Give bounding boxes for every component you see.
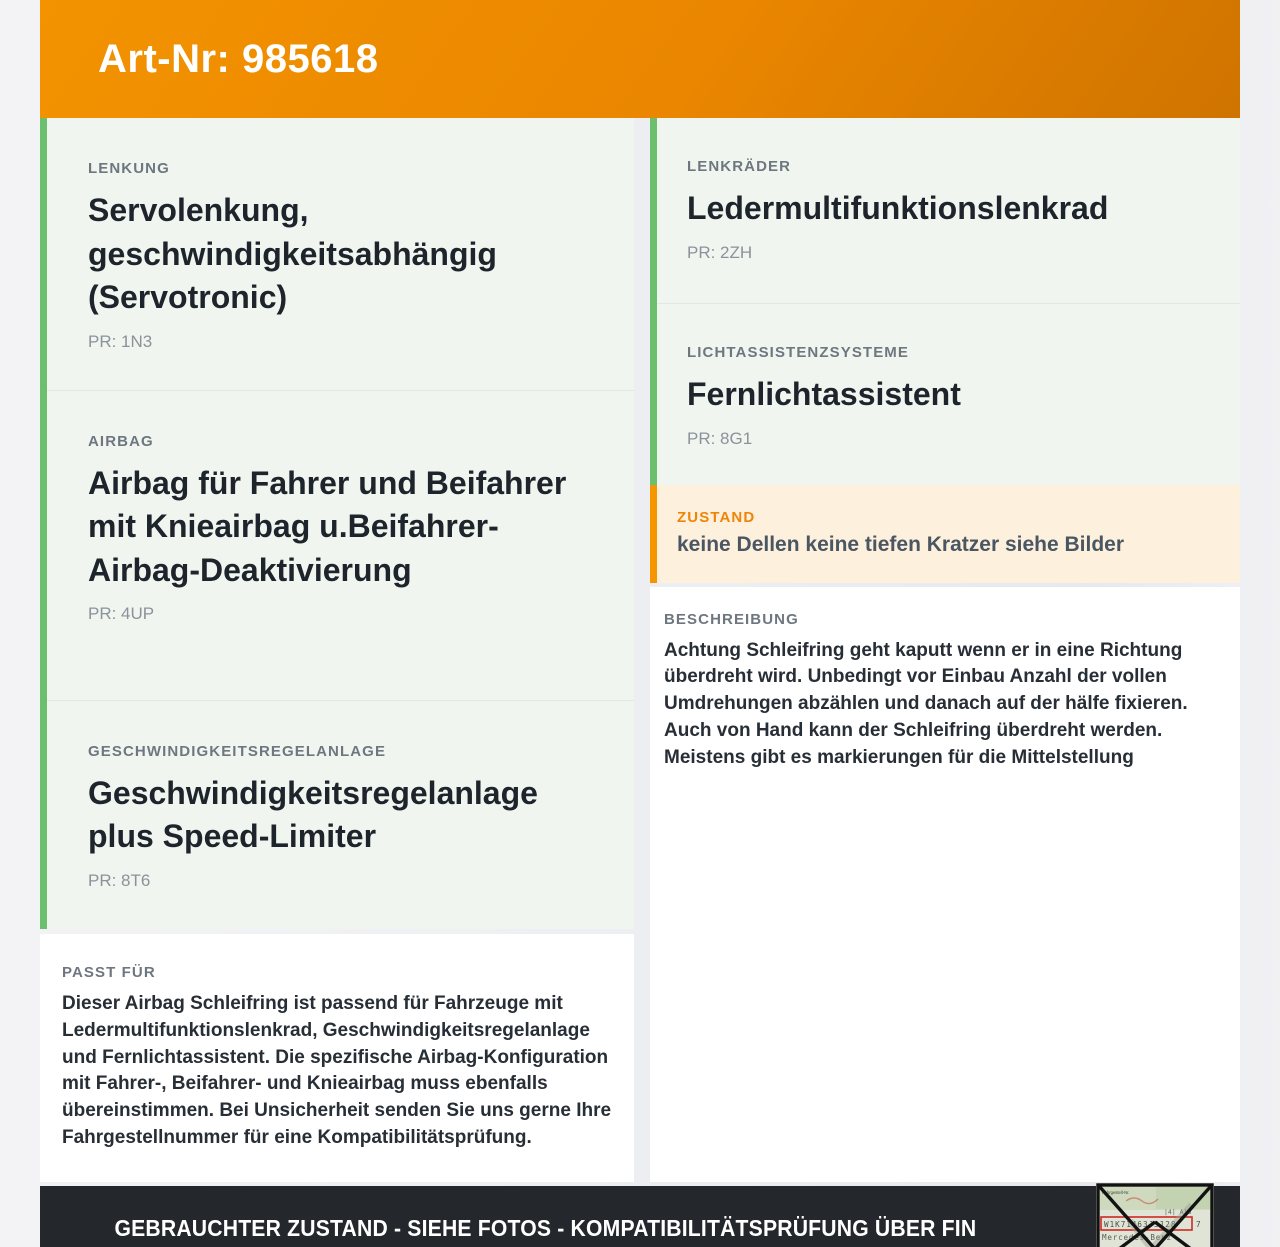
equipment-pr-code: PR: 8G1 xyxy=(687,428,753,448)
content-area xyxy=(40,118,1240,1182)
beschreibung-label: BESCHREIBUNG xyxy=(664,610,799,628)
equipment-category-label: LENKRÄDER xyxy=(687,158,792,175)
equipment-pr-code: PR: 1N3 xyxy=(88,331,153,351)
passt-fuer-text: Dieser Airbag Schleifring ist passend für Fahrzeuge mit Ledermultifunktionslenkrad, Geschwindigkeitsregelanlage und Fernlichtassistent. Die spezifische Airbag-Konfiguration mit Fahrer-, Beifahrer- und Knieairbag muss ebenfalls übereinstimmen. Bei Unsicherheit senden Sie uns gerne Ihre Fahrgestellnummer für eine Kompatibilitätsprüfung. xyxy=(62,992,612,1149)
fin-document-envelope-image xyxy=(1096,1183,1214,1247)
listing-page xyxy=(40,0,1240,1247)
equipment-category-label: LICHTASSISTENZSYSTEME xyxy=(687,344,910,361)
equipment-section-geschwindigkeitsregelanlage xyxy=(47,700,634,929)
beschreibung-card xyxy=(650,587,1240,1183)
equipment-title: Airbag für Fahrer und Beifahrer mit Knieairbag u.Beifahrer-Airbag-Deaktivierung xyxy=(88,464,567,588)
footer-banner xyxy=(40,1186,1240,1247)
document-security-pattern xyxy=(1156,1187,1211,1209)
equipment-pr-code: PR: 4UP xyxy=(88,604,155,624)
fin-suffix-text: 7 xyxy=(1196,1220,1201,1230)
zustand-label: ZUSTAND xyxy=(677,508,756,526)
equipment-title: Servolenkung, geschwindigkeitsabhängig (Servotronic) xyxy=(88,192,497,316)
passt-fuer-card xyxy=(40,934,634,1183)
document-fragment-text: |4| A16 xyxy=(1164,1208,1192,1217)
equipment-title: Geschwindigkeitsregelanlage plus Speed-Limiter xyxy=(88,774,538,855)
beschreibung-text: Achtung Schleifring geht kaputt wenn er in eine Richtung überdreht wird. Unbedingt vor Einbau Anzahl der vollen Umdrehungen abzählen und danach auf der hälfe fixieren. Auch von Hand kann der Schleifring überdreht werden. Meistens gibt es markierungen für die Mittelstellung xyxy=(664,639,1188,769)
header-banner xyxy=(40,0,1240,118)
equipment-category-label: GESCHWINDIGKEITSREGELANLAGE xyxy=(88,742,387,760)
right-column xyxy=(650,118,1240,1182)
equipment-section-airbag xyxy=(47,390,634,700)
equipment-category-label: AIRBAG xyxy=(88,432,154,450)
zustand-card xyxy=(650,485,1240,583)
article-number-title: Art-Nr: 985618 xyxy=(98,36,379,81)
zustand-text: keine Dellen keine tiefen Kratzer siehe Bilder xyxy=(677,532,1125,556)
equipment-title: Ledermultifunktionslenkrad xyxy=(687,190,1109,226)
document-fahrgestellnr-label: Fahrgestell-Nr. xyxy=(1102,1190,1130,1196)
equipment-panel-right xyxy=(650,118,1240,485)
equipment-section-lichtassistenzsysteme xyxy=(657,303,1240,485)
footer-banner-text: GEBRAUCHTER ZUSTAND - SIEHE FOTOS - KOMPATIBILITÄTSPRÜFUNG ÜBER FIN xyxy=(114,1214,976,1241)
equipment-section-lenkraeder xyxy=(657,118,1240,303)
equipment-title: Fernlichtassistent xyxy=(687,376,961,412)
equipment-section-lenkung xyxy=(47,118,634,390)
passt-fuer-label: PASST FÜR xyxy=(62,963,156,981)
equipment-pr-code: PR: 2ZH xyxy=(687,242,753,262)
fin-number-text: W1K71463J3128 xyxy=(1104,1220,1177,1230)
left-column xyxy=(40,118,634,1182)
equipment-category-label: LENKUNG xyxy=(88,160,170,177)
equipment-pr-code: PR: 8T6 xyxy=(88,870,151,890)
equipment-panel-left xyxy=(40,118,634,929)
document-brand-text: Mercedes-Benz xyxy=(1102,1233,1172,1243)
